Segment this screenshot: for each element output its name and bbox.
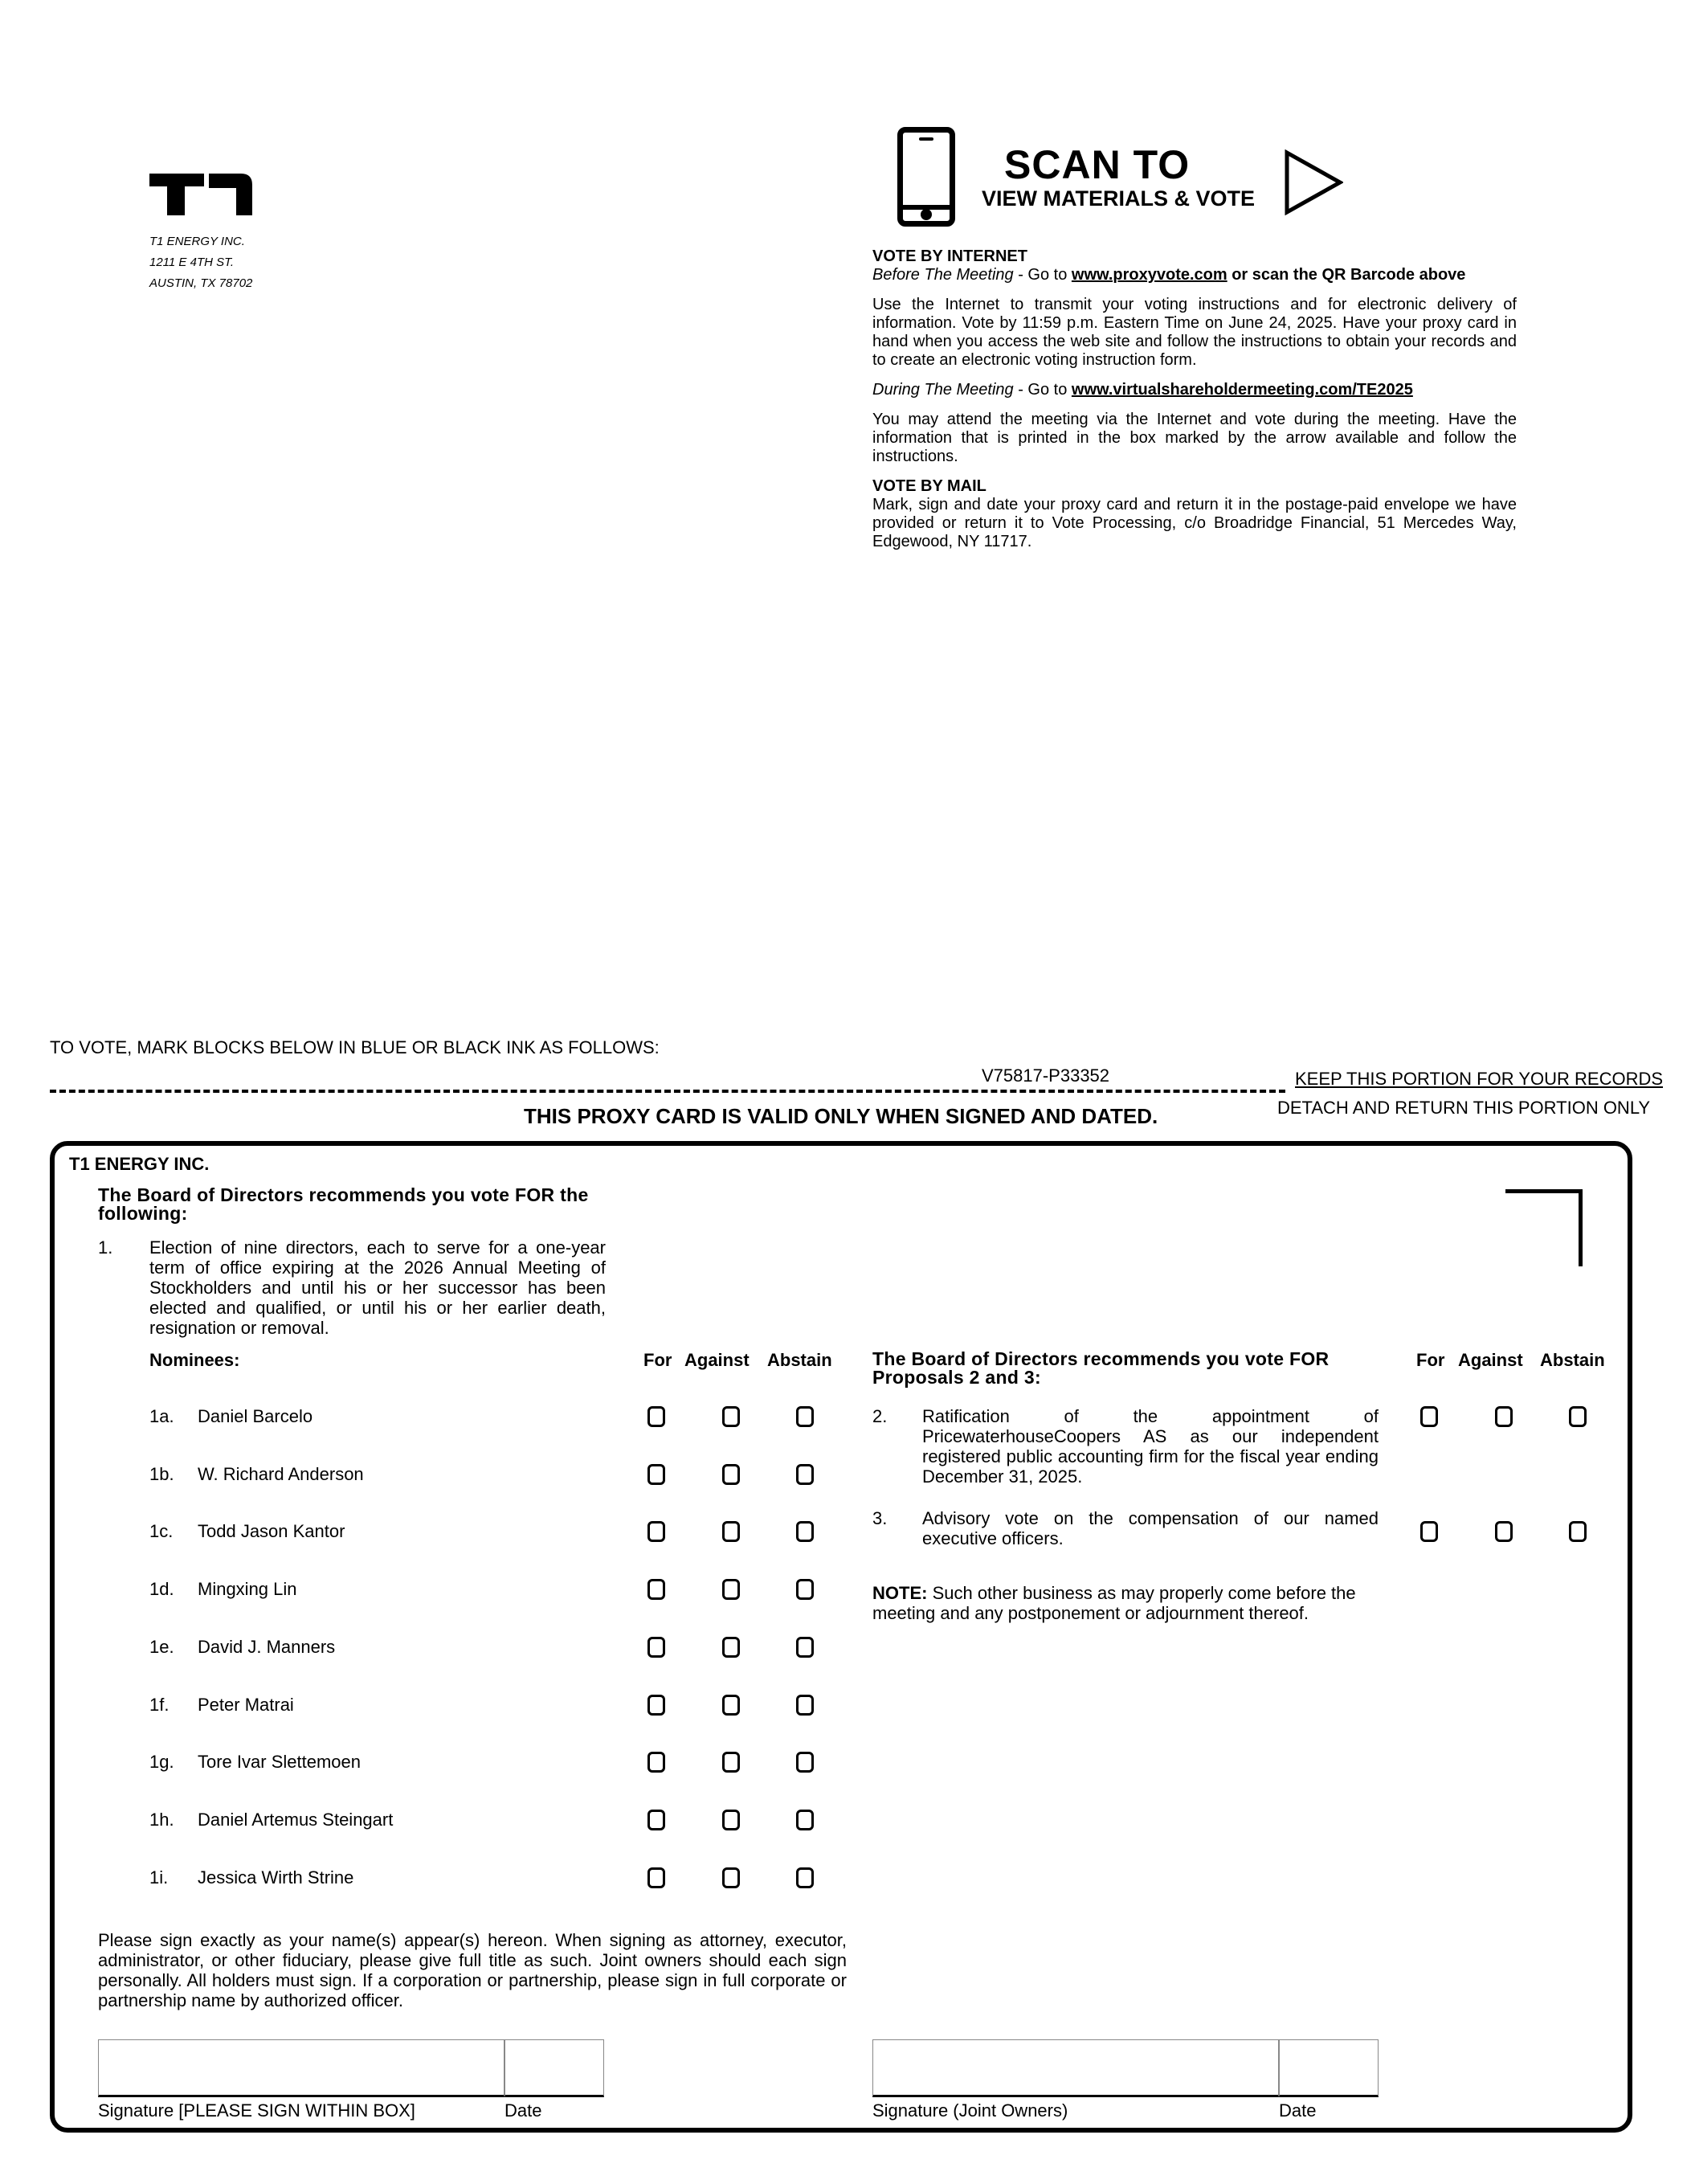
nominee-against-checkbox[interactable] bbox=[722, 1695, 740, 1716]
nominee-for-checkbox[interactable] bbox=[647, 1464, 665, 1485]
company-street: 1211 E 4TH ST. bbox=[149, 256, 235, 269]
vote-internet-body: Use the Internet to transmit your voting instructions and for electronic delivery of information. Vote by 11:59 p.m. Eastern Time on June 24, 2025. Have your proxy card in hand when you access the web site and follow the instructions to obtain your records and to create an electronic voting instruction form. bbox=[872, 296, 1517, 369]
nominees-heading: Nominees: bbox=[149, 1350, 240, 1370]
detach-portion-label: DETACH AND RETURN THIS PORTION ONLY bbox=[1277, 1098, 1651, 1118]
note-text: Such other business as may properly come before the meeting and any postponement or adjournment thereof. bbox=[872, 1583, 1356, 1623]
signing-instructions: Please sign exactly as your name(s) appear(s) hereon. When signing as attorney, executor, administrator, or other fiduciary, please give full title as such. Joint owners should each sign personally. All holders must sign. If a corporation or partnership, please sign in full corporate or partnership name by authorized officer. bbox=[98, 1930, 847, 2010]
col-for-header: For bbox=[643, 1350, 672, 1370]
joint-signature-box[interactable] bbox=[872, 2039, 1279, 2097]
virtual-meeting-link[interactable]: www.virtualshareholdermeeting.com/TE2025 bbox=[1071, 381, 1413, 399]
nominee-label: 1f. bbox=[149, 1695, 170, 1715]
nominee-name: Mingxing Lin bbox=[198, 1579, 297, 1599]
nominee-name: W. Richard Anderson bbox=[198, 1464, 364, 1484]
joint-date-box[interactable] bbox=[1279, 2039, 1379, 2097]
nominee-row bbox=[149, 1867, 599, 1900]
nominee-label: 1a. bbox=[149, 1406, 174, 1426]
nominee-name: Tore Ivar Slettemoen bbox=[198, 1752, 361, 1772]
before-tail: or scan the QR Barcode above bbox=[1227, 266, 1466, 284]
nominee-label: 1i. bbox=[149, 1867, 169, 1887]
nominee-abstain-checkbox[interactable] bbox=[796, 1521, 814, 1542]
col-abstain-header-2: Abstain bbox=[1540, 1350, 1605, 1370]
note bbox=[872, 1583, 1379, 1623]
note-label: NOTE: bbox=[872, 1583, 928, 1603]
before-go-to: - Go to bbox=[1013, 266, 1072, 284]
detach-line bbox=[50, 1090, 1285, 1093]
nominee-row bbox=[149, 1752, 599, 1784]
nominee-against-checkbox[interactable] bbox=[722, 1464, 740, 1485]
nominee-abstain-checkbox[interactable] bbox=[796, 1637, 814, 1658]
nominee-name: Todd Jason Kantor bbox=[198, 1521, 345, 1541]
nominee-abstain-checkbox[interactable] bbox=[796, 1579, 814, 1600]
nominee-for-checkbox[interactable] bbox=[647, 1867, 665, 1888]
proposal-2-number: 2. bbox=[872, 1406, 888, 1426]
proposal-1-number: 1. bbox=[98, 1237, 113, 1258]
keep-portion-label: KEEP THIS PORTION FOR YOUR RECORDS bbox=[1295, 1069, 1664, 1089]
nominee-for-checkbox[interactable] bbox=[647, 1752, 665, 1773]
nominee-name: Jessica Wirth Strine bbox=[198, 1867, 354, 1887]
play-arrow-icon bbox=[1284, 149, 1343, 215]
nominee-row bbox=[149, 1637, 599, 1669]
company-logo bbox=[149, 174, 252, 215]
nominee-against-checkbox[interactable] bbox=[722, 1579, 740, 1600]
nominee-against-checkbox[interactable] bbox=[722, 1637, 740, 1658]
nominee-against-checkbox[interactable] bbox=[722, 1752, 740, 1773]
nominee-abstain-checkbox[interactable] bbox=[796, 1406, 814, 1427]
nominee-abstain-checkbox[interactable] bbox=[796, 1464, 814, 1485]
col-abstain-header: Abstain bbox=[767, 1350, 832, 1370]
nominee-for-checkbox[interactable] bbox=[647, 1637, 665, 1658]
proposal-3-against-checkbox[interactable] bbox=[1495, 1521, 1513, 1542]
proposal-2-for-checkbox[interactable] bbox=[1420, 1406, 1438, 1427]
during-go-to: - Go to bbox=[1013, 381, 1072, 399]
proposal-1-text: Election of nine directors, each to serve for a one-year term of office expiring at the 2026 Annual Meeting of Stockholders and until his or her successor has been elected and qualified, or until his or her earlier death, resignation or removal. bbox=[149, 1237, 606, 1338]
corner-mark bbox=[1505, 1189, 1583, 1266]
vote-internet-section bbox=[872, 247, 1517, 551]
nominee-for-checkbox[interactable] bbox=[647, 1406, 665, 1427]
board-recommendation-1: The Board of Directors recommends you vote FOR the following: bbox=[98, 1184, 589, 1224]
joint-date-label: Date bbox=[1279, 2100, 1317, 2121]
company-address bbox=[149, 231, 252, 294]
nominee-label: 1e. bbox=[149, 1637, 174, 1657]
joint-signature-label: Signature (Joint Owners) bbox=[872, 2100, 1068, 2121]
nominee-abstain-checkbox[interactable] bbox=[796, 1695, 814, 1716]
nominee-name: Peter Matrai bbox=[198, 1695, 294, 1715]
nominee-abstain-checkbox[interactable] bbox=[796, 1867, 814, 1888]
nominee-row bbox=[149, 1406, 599, 1438]
nominee-for-checkbox[interactable] bbox=[647, 1521, 665, 1542]
mark-instructions: TO VOTE, MARK BLOCKS BELOW IN BLUE OR BLACK INK AS FOLLOWS: bbox=[50, 1037, 660, 1057]
signature-box[interactable] bbox=[98, 2039, 504, 2097]
nominee-row bbox=[149, 1579, 599, 1611]
vote-internet-heading: VOTE BY INTERNET bbox=[872, 247, 1027, 265]
proposal-3-number: 3. bbox=[872, 1508, 888, 1528]
valid-notice: THIS PROXY CARD IS VALID ONLY WHEN SIGNED AND DATED. bbox=[524, 1104, 1158, 1128]
nominee-against-checkbox[interactable] bbox=[722, 1867, 740, 1888]
proposal-2-text: Ratification of the appointment of PricewaterhouseCoopers AS as our independent registered public accounting firm for the fiscal year ending December 31, 2025. bbox=[922, 1406, 1379, 1487]
nominee-row bbox=[149, 1695, 599, 1727]
before-meeting-line bbox=[872, 266, 1517, 284]
nominee-name: David J. Manners bbox=[198, 1637, 336, 1657]
vote-mail-heading: VOTE BY MAIL bbox=[872, 477, 986, 495]
nominee-name: Daniel Barcelo bbox=[198, 1406, 313, 1426]
nominee-row bbox=[149, 1521, 599, 1553]
nominee-label: 1d. bbox=[149, 1579, 174, 1599]
before-meeting-label: Before The Meeting bbox=[872, 266, 1014, 284]
nominee-row bbox=[149, 1810, 599, 1842]
nominee-abstain-checkbox[interactable] bbox=[796, 1810, 814, 1830]
col-against-header: Against bbox=[684, 1350, 750, 1370]
date-box[interactable] bbox=[504, 2039, 604, 2097]
company-name-line: T1 ENERGY INC. bbox=[149, 235, 245, 248]
company-city: AUSTIN, TX 78702 bbox=[149, 276, 253, 290]
nominee-row bbox=[149, 1464, 599, 1496]
proposal-3-abstain-checkbox[interactable] bbox=[1569, 1521, 1587, 1542]
vote-mail-body: Mark, sign and date your proxy card and return it in the postage-paid envelope we have provided or return it to Vote Processing, c/o Broadridge Financial, 51 Mercedes Way, Edgewood, NY 11717. bbox=[872, 496, 1517, 550]
proposal-2-against-checkbox[interactable] bbox=[1495, 1406, 1513, 1427]
nominee-label: 1h. bbox=[149, 1810, 174, 1830]
nominee-against-checkbox[interactable] bbox=[722, 1406, 740, 1427]
nominee-against-checkbox[interactable] bbox=[722, 1810, 740, 1830]
phone-icon bbox=[897, 127, 955, 227]
card-company-name: T1 ENERGY INC. bbox=[69, 1154, 210, 1174]
col-against-header-2: Against bbox=[1458, 1350, 1523, 1370]
nominee-label: 1g. bbox=[149, 1752, 174, 1772]
nominee-label: 1b. bbox=[149, 1464, 174, 1484]
date-label: Date bbox=[504, 2100, 542, 2121]
nominee-name: Daniel Artemus Steingart bbox=[198, 1810, 394, 1830]
proxyvote-link[interactable]: www.proxyvote.com bbox=[1071, 266, 1227, 284]
during-meeting-body: You may attend the meeting via the Internet and vote during the meeting. Have the information that is printed in the box marked by the arrow available and follow the instructions. bbox=[872, 411, 1517, 465]
board-recommendation-2: The Board of Directors recommends you vote FOR Proposals 2 and 3: bbox=[872, 1348, 1330, 1388]
nominee-for-checkbox[interactable] bbox=[647, 1810, 665, 1830]
control-code: V75817-P33352 bbox=[982, 1065, 1110, 1086]
nominee-against-checkbox[interactable] bbox=[722, 1521, 740, 1542]
proposal-3-text: Advisory vote on the compensation of our named executive officers. bbox=[922, 1508, 1379, 1548]
col-for-header-2: For bbox=[1416, 1350, 1445, 1370]
during-meeting-label: During The Meeting bbox=[872, 381, 1014, 399]
proposal-2-abstain-checkbox[interactable] bbox=[1569, 1406, 1587, 1427]
proposal-3-for-checkbox[interactable] bbox=[1420, 1521, 1438, 1542]
nominee-for-checkbox[interactable] bbox=[647, 1579, 665, 1600]
scan-title: SCAN TO bbox=[1004, 142, 1191, 187]
scan-subtitle: VIEW MATERIALS & VOTE bbox=[982, 186, 1256, 211]
nominee-abstain-checkbox[interactable] bbox=[796, 1752, 814, 1773]
during-meeting-line bbox=[872, 381, 1517, 399]
signature-label: Signature [PLEASE SIGN WITHIN BOX] bbox=[98, 2100, 415, 2121]
nominee-for-checkbox[interactable] bbox=[647, 1695, 665, 1716]
nominee-label: 1c. bbox=[149, 1521, 174, 1541]
